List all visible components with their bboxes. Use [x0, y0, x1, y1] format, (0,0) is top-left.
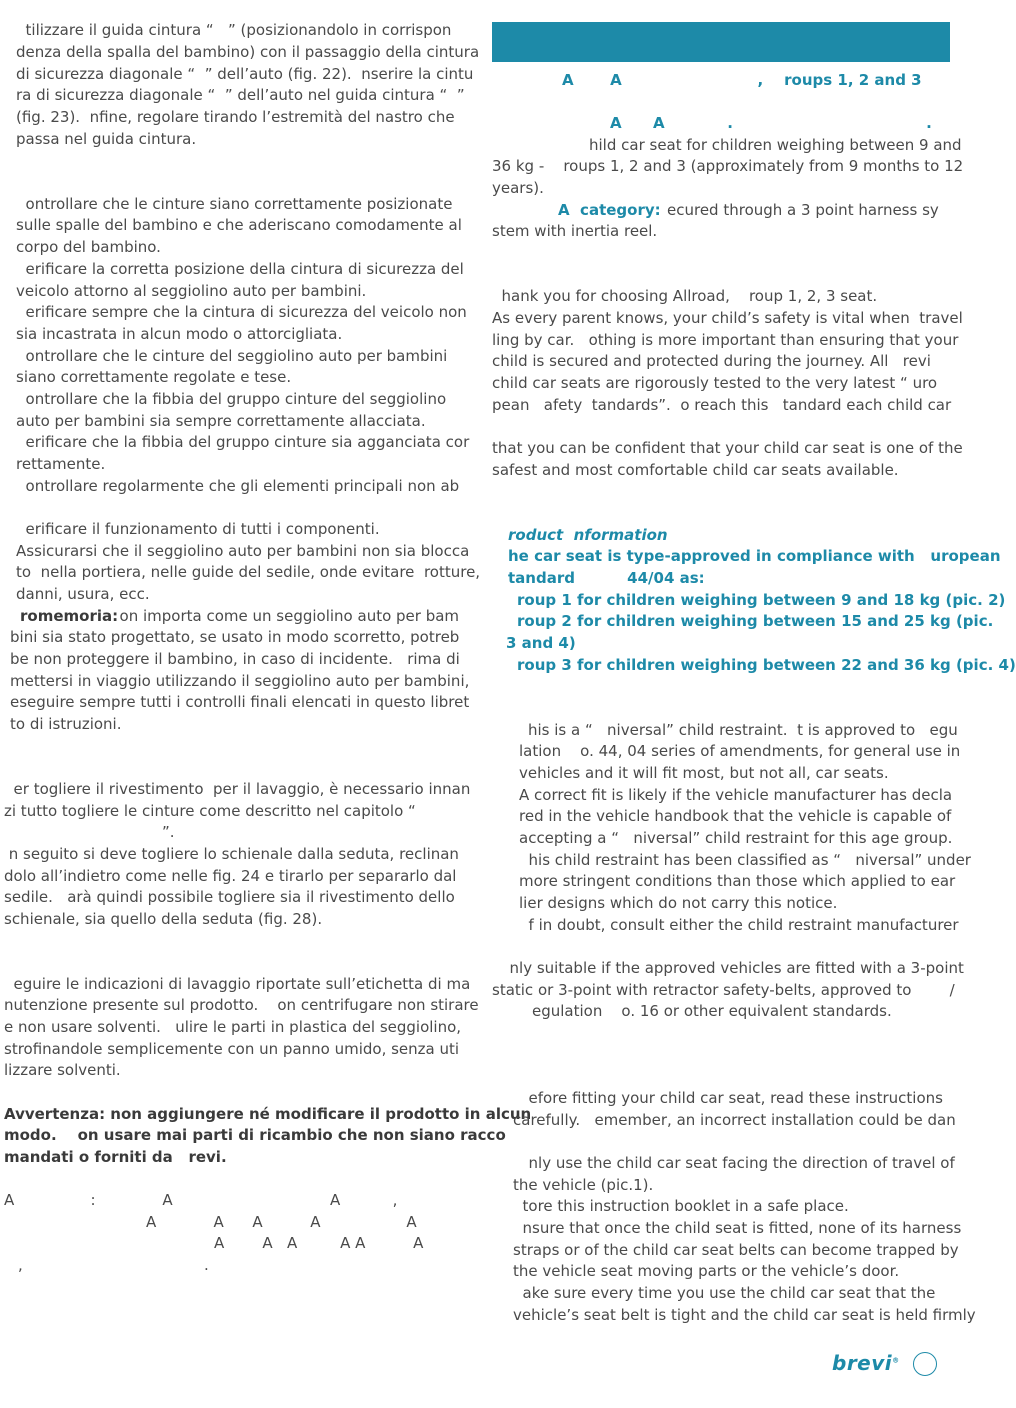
italian-text-line: eguire le indicazioni di lavaggio riportate sull’etichetta di ma	[4, 975, 471, 993]
english-text-line: he car seat is type-approved in compliance with uropean	[508, 547, 1001, 565]
english-text-line: efore fitting your child car seat, read these instructions	[519, 1089, 943, 1107]
italian-text-line: er togliere il rivestimento per il lavaggio, è necessario innan	[4, 780, 471, 798]
italian-text-line: n seguito si deve togliere lo schienale dalla seduta, reclinan	[4, 845, 459, 863]
english-text-line: his is a “ niversal” child restraint. t is approved to egu	[528, 721, 958, 739]
english-text-line: tandard 44/04 as:	[508, 569, 705, 587]
italian-text-line: (fig. 23). nfine, regolare tirando l’estremità del nastro che	[16, 108, 455, 126]
italian-text-line: nutenzione presente sul prodotto. on centrifugare non stirare	[4, 996, 479, 1014]
english-text-line: roup 1 for children weighing between 9 and 18 kg (pic. 2)	[517, 591, 1006, 609]
english-text-line: child is secured and protected during the journey. All revi	[492, 352, 931, 370]
italian-text-line: di sicurezza diagonale “ ” dell’auto (fig. 22). nserire la cintu	[16, 65, 474, 83]
italian-text-line: ontrollare che le cinture siano correttamente posizionate	[16, 195, 453, 213]
italian-text-line: mettersi in viaggio utilizzando il seggiolino auto per bambini,	[10, 672, 470, 690]
english-text-line: more stringent conditions than those which applied to ear	[519, 872, 956, 890]
brevi-logo	[832, 1351, 900, 1375]
english-text-line: lier designs which do not carry this notice.	[519, 894, 838, 912]
italian-text-line: A A A A A A	[214, 1234, 424, 1252]
english-text-line: carefully. emember, an incorrect installation could be dan	[513, 1111, 956, 1129]
italian-text-line: erificare il funzionamento di tutti i componenti.	[16, 520, 380, 538]
english-text-line: stem with inertia reel.	[492, 222, 658, 240]
italian-text-line: to nella portiera, nelle guide del sedile, onde evitare rotture,	[16, 563, 481, 581]
english-text-line: accepting a “ niversal” child restraint for this age group.	[519, 829, 953, 847]
english-text-line: ecured through a 3 point harness sy	[667, 201, 939, 219]
english-text-line: roup 3 for children weighing between 22 and 36 kg (pic. 4)	[517, 656, 1016, 674]
italian-text-line: strofinandole semplicemente con un panno umido, senza uti	[4, 1040, 460, 1058]
page-number-circle	[913, 1352, 937, 1376]
italian-text-line: Avvertenza: non aggiungere né modificare il prodotto in alcun	[4, 1105, 532, 1123]
italian-text-line: ontrollare regolarmente che gli elementi principali non ab	[16, 477, 460, 495]
english-text-line: red in the vehicle handbook that the vehicle is capable of	[519, 807, 952, 825]
italian-text-line: lizzare solventi.	[4, 1061, 121, 1079]
reminder-label: romemoria:	[20, 607, 119, 625]
english-text-line: safest and most comfortable child car seats available.	[492, 461, 899, 479]
italian-text-line: siano correttamente regolate e tese.	[16, 368, 292, 386]
italian-text-line: e non usare solventi. ulire le parti in plastica del seggiolino,	[4, 1018, 462, 1036]
english-text-line: that you can be confident that your child car seat is one of the	[492, 439, 963, 457]
english-text-line: vehicles and it will fit most, but not all, car seats.	[519, 764, 889, 782]
english-text-line: egulation o. 16 or other equivalent standards.	[532, 1002, 892, 1020]
english-text-line: child car seats are rigorously tested to the very latest “ uro	[492, 374, 938, 392]
registered-mark: ®	[892, 1356, 900, 1365]
english-text-line: ake sure every time you use the child car seat that the	[513, 1284, 936, 1302]
english-text-line: nsure that once the child seat is fitted, none of its harness	[513, 1219, 962, 1237]
english-text-line: hild car seat for children weighing between 9 and	[589, 136, 962, 154]
italian-text-line: ontrollare che le cinture del seggiolino auto per bambini	[16, 347, 448, 365]
italian-text-line: bini sia stato progettato, se usato in modo scorretto, potreb	[10, 628, 460, 646]
italian-text-line: on importa come un seggiolino auto per bam	[110, 607, 460, 625]
english-text-line: hank you for choosing Allroad, roup 1, 2, 3 seat.	[492, 287, 878, 305]
italian-text-line: be non proteggere il bambino, in caso di incidente. rima di	[10, 650, 460, 668]
italian-text-line: danni, usura, ecc.	[16, 585, 150, 603]
english-text-line: his child restraint has been classified as “ niversal” under	[519, 851, 971, 869]
italian-text-line: modo. on usare mai parti di ricambio che non siano racco	[4, 1126, 506, 1144]
english-text-line: tore this instruction booklet in a safe place.	[513, 1197, 849, 1215]
italian-text-line: corpo del bambino.	[16, 238, 161, 256]
italian-text-line: erificare la corretta posizione della cintura di sicurezza del	[16, 260, 464, 278]
english-text-line: f in doubt, consult either the child restraint manufacturer	[519, 916, 959, 934]
english-text-line: static or 3-point with retractor safety-belts, approved to /	[492, 981, 955, 999]
english-text-line: As every parent knows, your child’s safety is vital when travel	[492, 309, 963, 327]
english-text-line: A A . .	[610, 114, 932, 132]
english-text-line: nly suitable if the approved vehicles are fitted with a 3-point	[500, 959, 964, 977]
english-text-line: nly use the child car seat facing the direction of travel of	[519, 1154, 955, 1172]
italian-text-line: to di istruzioni.	[10, 715, 122, 733]
italian-text-line: dolo all’indietro come nelle fig. 24 e tirarlo per separarlo dal	[4, 867, 457, 885]
english-text-line: 3 and 4)	[506, 634, 576, 652]
english-text-line: ling by car. othing is more important than ensuring that your	[492, 331, 959, 349]
italian-text-line: mandati o forniti da revi.	[4, 1148, 227, 1166]
english-text-line: 36 kg - roups 1, 2 and 3 (approximately from 9 months to 12	[492, 157, 964, 175]
italian-text-line: tilizzare il guida cintura “ ” (posizionandolo in corrispon	[16, 21, 452, 39]
english-text-line: years).	[492, 179, 544, 197]
italian-text-line: A A A A A	[146, 1213, 417, 1231]
italian-text-line: ra di sicurezza diagonale “ ” dell’auto nel guida cintura “ ”	[16, 86, 465, 104]
logo-text: brevi	[832, 1351, 893, 1375]
italian-text-line: eseguire sempre tutti i controlli finali elencati in questo libret	[10, 693, 470, 711]
italian-text-line: erificare sempre che la cintura di sicurezza del veicolo non	[16, 303, 467, 321]
italian-text-line: ontrollare che la fibbia del gruppo cinture del seggiolino	[16, 390, 447, 408]
english-text-line: straps or of the child car seat belts can become trapped by	[513, 1241, 959, 1259]
header-banner	[492, 22, 950, 62]
italian-text-line: passa nel guida cintura.	[16, 130, 197, 148]
english-text-line: roduct nformation	[508, 526, 668, 544]
italian-text-line: erificare che la fibbia del gruppo cinture sia agganciata cor	[16, 433, 470, 451]
italian-text-line: sia incastrata in alcun modo o attorcigliata.	[16, 325, 343, 343]
english-text-line: the vehicle seat moving parts or the vehicle’s door.	[513, 1262, 900, 1280]
italian-text-line: denza della spalla del bambino) con il passaggio della cintura	[16, 43, 480, 61]
italian-text-line: auto per bambini sia sempre correttamente allacciata.	[16, 412, 426, 430]
english-text-line: pean afety tandards”. o reach this tandard each child car	[492, 396, 952, 414]
english-text-line: A correct fit is likely if the vehicle manufacturer has decla	[519, 786, 953, 804]
italian-text-line: rettamente.	[16, 455, 106, 473]
italian-text-line: A : A A ,	[4, 1191, 398, 1209]
italian-text-line: Assicurarsi che il seggiolino auto per bambini non sia blocca	[16, 542, 470, 560]
italian-text-line: veicolo attorno al seggiolino auto per bambini.	[16, 282, 367, 300]
english-text-line: the vehicle (pic.1).	[513, 1176, 654, 1194]
italian-text-line: sedile. arà quindi possibile togliere sia il rivestimento dello	[4, 888, 455, 906]
italian-text-line: ”.	[162, 823, 175, 841]
english-text-line: lation o. 44, 04 series of amendments, for general use in	[519, 742, 961, 760]
italian-text-line: schienale, sia quello della seduta (fig. 28).	[4, 910, 323, 928]
english-text-line: roup 2 for children weighing between 15 and 25 kg (pic.	[517, 612, 994, 630]
english-text-line: A A , roups 1, 2 and 3	[562, 71, 922, 89]
italian-text-line: sulle spalle del bambino e che aderiscano comodamente al	[16, 216, 462, 234]
category-label: A category:	[558, 201, 661, 219]
english-text-line: vehicle’s seat belt is tight and the child car seat is held firmly	[513, 1306, 976, 1324]
italian-text-line: zi tutto togliere le cinture come descritto nel capitolo “	[4, 802, 416, 820]
italian-text-line: , .	[18, 1256, 209, 1274]
